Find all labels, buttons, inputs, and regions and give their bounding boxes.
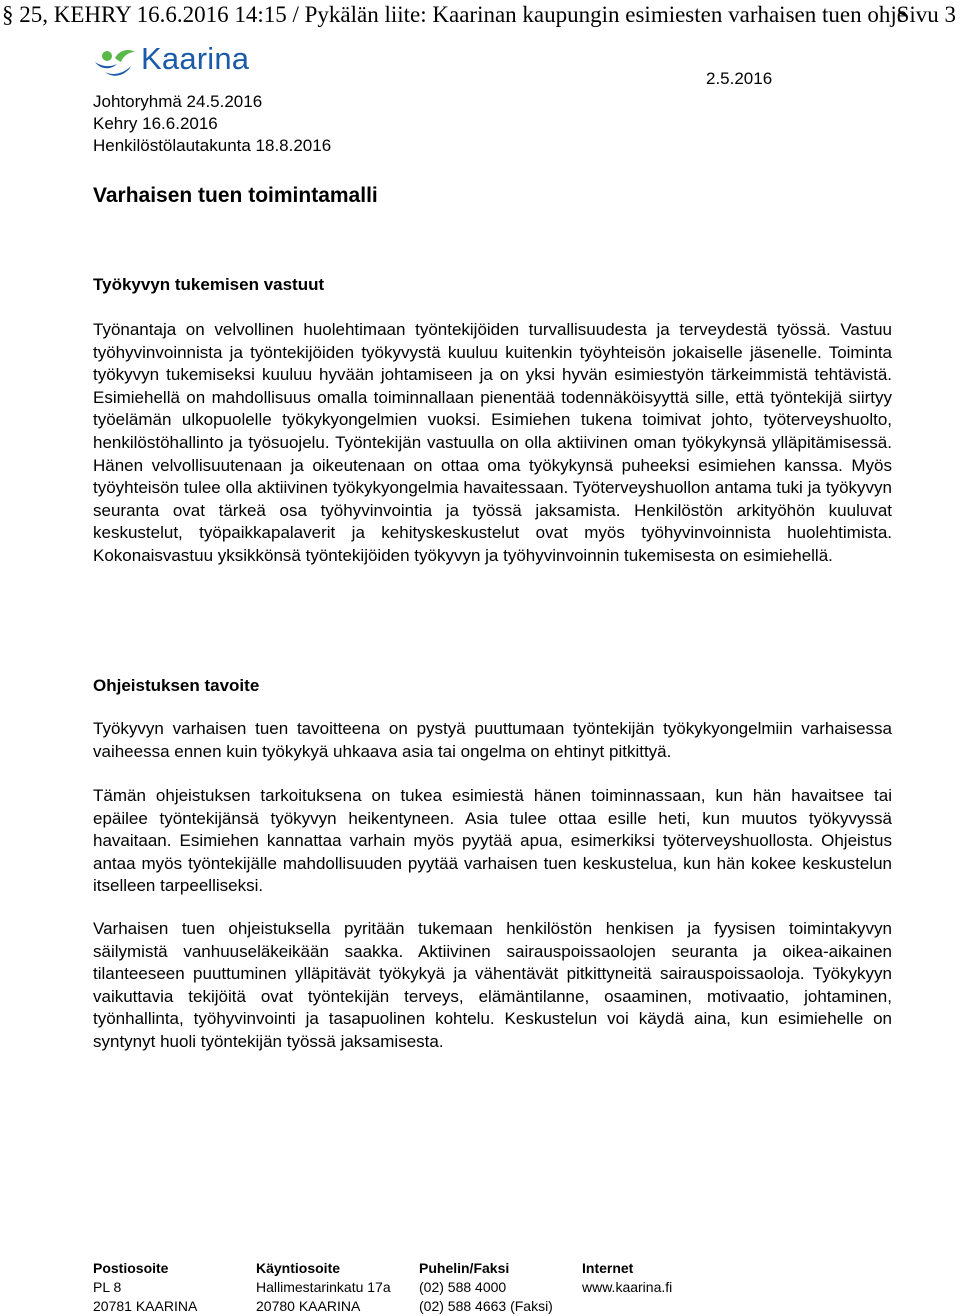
section-paragraph: Työnantaja on velvollinen huolehtimaan työntekijöiden turvallisuudesta ja terveydestä työssä. Vastuu työhyvinvoinnista ja työntekijöiden työkyvystä kuuluu kuitenkin työyhteisön jokaiselle jäsenelle. Toiminta työkyvyn tukemiseksi kuuluu hyvään johtamiseen ja on yksi hyvän esimiestyön tärkeimmistä tehtävistä. Esimiehellä on mahdollisuus omalla toiminnallaan pienentää todennäköisyyttä sille, että työntekijä siirtyy työelämän ulkopuolelle työkykyongelmien vuoksi. Esimiehen tukena toimivat johto, työterveyshuolto, henkilöstöhallinto ja työsuojelu. Työntekijän vastuulla on olla aktiivinen oman työkykynsä ylläpitämisessä. Hänen velvollisuutenaan ja oikeutenaan on ottaa oma työkykynsä puheeksi esimiehen kanssa. Myös työyhteisön tulee olla aktiivinen työkykyongelmia havaitessaan. Työterveyshuollon antama tuki ja työkyvyn seuranta ovat tärkeä osa työhyvinvointia ja työssä jaksamista. Henkilöstön arkityöhön kuuluvat keskustelut, työpaikkapalaverit ja kehityskeskustelut ovat myös työhyvinvoinnista huolehtimista. Kokonaisvastuu yksikkönsä työntekijöiden työkyvyn ja työhyvinvoinnin tukemisesta on esimiehellä. (93, 320, 892, 565)
page-number-label: Sivu 3 (896, 2, 956, 27)
footer-line: 20780 KAARINA (256, 1298, 361, 1314)
footer-postal-address (93, 1259, 197, 1316)
footer-phone-fax (419, 1259, 553, 1316)
footer-line: Hallimestarinkatu 17a (256, 1279, 391, 1295)
section-heading-ohjeistuksen-tavoite: Ohjeistuksen tavoite (93, 676, 260, 695)
footer-line: (02) 588 4663 (Faksi) (419, 1298, 553, 1314)
kaarina-logo (93, 41, 263, 80)
footer-line: PL 8 (93, 1279, 122, 1295)
footer-heading: Internet (582, 1260, 634, 1276)
document-date: 2.5.2016 (706, 69, 773, 88)
approval-henkilostolautakunta: Henkilöstölautakunta 18.8.2016 (93, 136, 332, 155)
footer-line: 20781 KAARINA (93, 1298, 198, 1314)
approval-kehry: Kehry 16.6.2016 (93, 114, 218, 133)
footer-heading: Postiosoite (93, 1260, 169, 1276)
document-header-bar (0, 0, 960, 34)
approval-list (93, 91, 331, 157)
footer-internet (582, 1259, 672, 1297)
section-paragraph: Työkyvyn varhaisen tuen tavoitteena on pystyä puuttumaan työntekijän työkykyongelmiin varhaisessa vaiheessa ennen kuin työkykyä uhkaava asia tai ongelma on ehtinyt pitkittyä. (93, 719, 892, 761)
footer-heading: Käyntiosoite (256, 1260, 341, 1276)
header-title: 25, KEHRY 16.6.2016 14:15 / Pykälän liite: Kaarinan kaupungin esimiesten varhaisen tuen ohje (19, 2, 907, 27)
section-symbol: § (2, 2, 14, 27)
section-paragraph: Tämän ohjeistuksen tarkoituksena on tukea esimiestä hänen toiminnassaan, kun hän havaitsee tai epäilee työntekijänsä työkyvyn heikentyneen. Asia tulee ottaa esille heti, kun muutos työkyvyssä havaitaan. Esimiehen kannattaa varhain myös pyytää apua, esimerkiksi työterveyshuollosta. Ohjeistus antaa myös työntekijälle mahdollisuuden pyytää varhaisen tuen keskustelua, kun hän kokee keskustelun itselleen tarpeelliseksi. (93, 786, 892, 896)
approval-johtoryhma: Johtoryhmä 24.5.2016 (93, 92, 263, 111)
kaarina-logo-icon (93, 46, 139, 78)
footer-visiting-address (256, 1259, 391, 1316)
section-paragraph: Varhaisen tuen ohjeistuksella pyritään tukemaan henkilöstön henkisen ja fyysisen toimintakyvyn säilymistä vanhuuseläkeikään saakka. Aktiivinen sairauspoissaolojen seuranta ja oikea-aikainen tilanteeseen puuttuminen ylläpitävät työkykyä ja vähentävät pitkittyneitä sairauspoissaoloja. Työkykyyn vaikuttavia tekijöitä ovat työntekijän terveys, elämäntilanne, osaaminen, motivaatio, johtaminen, työnhallinta, työhyvinvointi ja tasapuolinen kohtelu. Keskustelun voi käydä aina, kun esimiehelle on syntynyt huoli työntekijän työssä jaksamisesta. (93, 919, 892, 1051)
footer-line: (02) 588 4000 (419, 1279, 507, 1295)
kaarina-logo-wordmark: Kaarina (141, 41, 250, 76)
document-title: Varhaisen tuen toimintamalli (93, 184, 378, 207)
header-title-line (2, 0, 907, 30)
footer-heading: Puhelin/Faksi (419, 1260, 510, 1276)
section-heading-tyokyvyn-vastuut: Työkyvyn tukemisen vastuut (93, 275, 325, 294)
footer-website-link[interactable]: www.kaarina.fi (582, 1279, 673, 1295)
